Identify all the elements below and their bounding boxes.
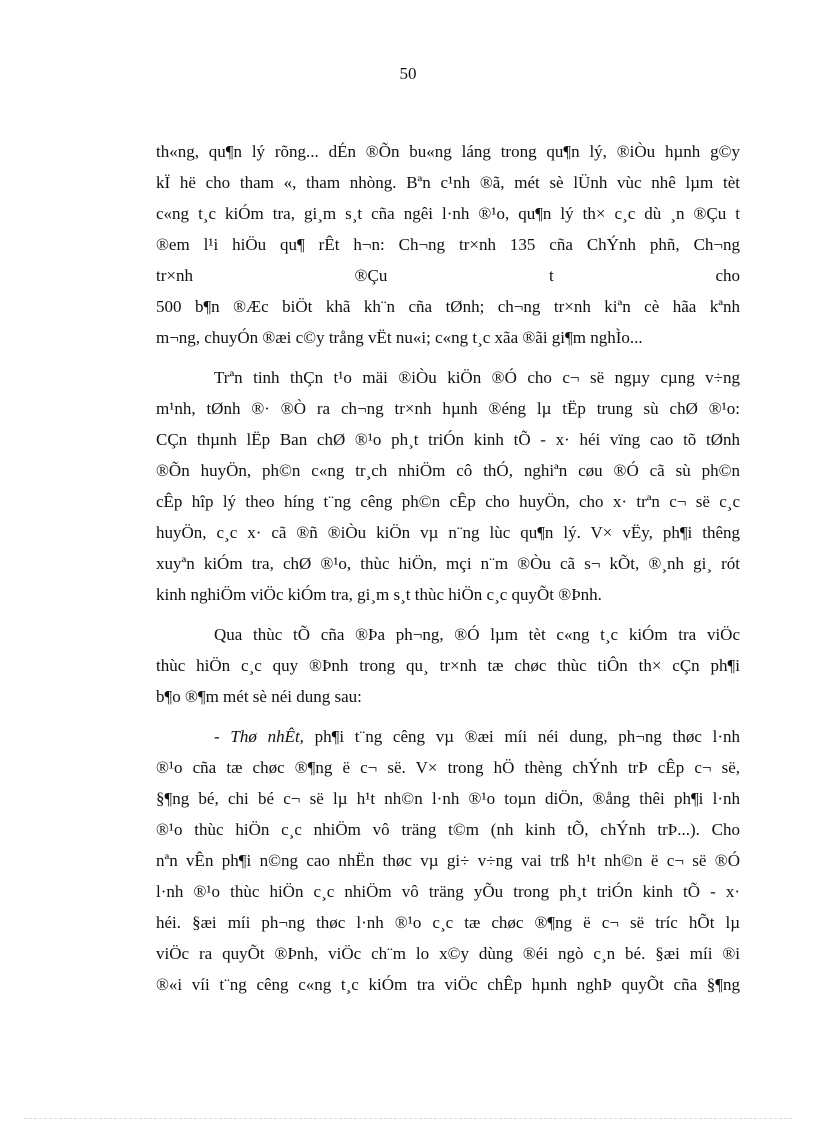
text-line: huyÖn, c¸c x· cã ®ñ ®iÒu kiÖn vµ n¨ng lùc qu¶n lý. V× vËy, ph¶i thêng xyxy=(156,523,740,542)
page-bottom-rule xyxy=(24,1118,792,1119)
text-line: CÇn thµnh lËp Ban chØ ®¹o ph¸t triÓn kinh tÕ - x· héi vïng cao tõ tØnh xyxy=(156,430,740,449)
text-line: §¶ng bé, chi bé c¬ së lµ h¹t nh©n l·nh ®¹o toµn diÖn, ®ång thêi ph¶i l·nh xyxy=(156,789,740,808)
text-line: ®«i víi t¨ng cêng c«ng t¸c kiÓm tra viÖc chÊp hµnh nghÞ quyÕt cña §¶ng xyxy=(156,975,740,994)
text-line: ®em l¹i hiÖu qu¶ rÊt h¬n: Ch¬ng tr×nh 135 cña ChÝnh phñ, Ch¬ng xyxy=(156,235,740,254)
text-line: Qua thùc tÕ cña ®Þa ph¬ng, ®Ó lµm tèt c«ng t¸c kiÓm tra viÖc xyxy=(214,625,740,644)
text-line: m¹nh, tØnh ®· ®Ò ra ch¬ng tr×nh hµnh ®éng lµ tËp trung sù chØ ®¹o: xyxy=(156,399,740,418)
text-line: c«ng t¸c kiÓm tra, gi¸m s¸t cña ngêi l·nh ®¹o, qu¶n lý th× c¸c dù ¸n ®Çu t xyxy=(156,204,740,223)
text-line: héi. §æi míi ph¬ng thøc l·nh ®¹o c¸c tæ chøc ®¶ng ë c¬ së tríc hÕt lµ xyxy=(156,913,740,932)
text-line: kÏ hë cho tham «, tham nhòng. Bªn c¹nh ®ã, mét sè lÜnh vùc nhê lµm tèt xyxy=(156,173,740,192)
document-body xyxy=(156,136,740,1000)
text-line: nªn vÊn ph¶i n©ng cao nhËn thøc vµ gi÷ v÷ng vai trß h¹t nh©n ë c¬ së ®Ó xyxy=(156,851,740,870)
text-line: tr×nh ®Çu t cho xyxy=(156,266,740,285)
text-line: cÊp hîp lý theo híng t¨ng cêng ph©n cÊp cho huyÖn, cho x· trªn c¬ së c¸c xyxy=(156,492,740,511)
paragraph-1 xyxy=(156,136,740,353)
text-line: m¬ng, chuyÓn ®æi c©y trång vËt nu«i; c«ng t¸c xãa ®ãi gi¶m nghÌo... xyxy=(156,328,643,347)
text-line: b¶o ®¶m mét sè néi dung sau: xyxy=(156,687,362,706)
text-line: Trªn tinh thÇn t¹o mäi ®iÒu kiÖn ®Ó cho c¬ së ngµy cµng v÷ng xyxy=(214,368,740,387)
page-number: 50 xyxy=(399,64,417,83)
text-line: ®¹o thùc hiÖn c¸c nhiÖm vô träng t©m (nh kinh tÕ, chÝnh trÞ...). Cho xyxy=(156,820,740,839)
text-line: ®Õn huyÖn, ph©n c«ng tr¸ch nhiÖm cô thÓ, nghiªn cøu ®Ó cã sù ph©n xyxy=(156,461,740,480)
text-line: thùc hiÖn c¸c quy ®Þnh trong qu¸ tr×nh tæ chøc thùc tiÔn th× cÇn ph¶i xyxy=(156,656,740,675)
text-line-first: - Thø nhÊt, ph¶i t¨ng cêng vµ ®æi míi néi dung, ph¬ng thøc l·nh xyxy=(214,727,740,746)
paragraph-2 xyxy=(156,362,740,610)
text-line: l·nh ®¹o thùc hiÖn c¸c nhiÖm vô träng yÕu trong ph¸t triÓn kinh tÕ - x· xyxy=(156,882,740,901)
italic-lead: Thø nhÊt, xyxy=(230,727,304,746)
paragraph-4 xyxy=(156,721,740,1000)
text-line: viÖc ra quyÕt ®Þnh, viÖc ch¨m lo x©y dùng ®éi ngò c¸n bé. §æi míi ®i xyxy=(156,944,740,963)
paragraph-3 xyxy=(156,619,740,712)
text-line: ®¹o cña tæ chøc ®¶ng ë c¬ së. V× trong hÖ thèng chÝnh trÞ cÊp c¬ së, xyxy=(156,758,740,777)
text-line: kinh nghiÖm viÖc kiÓm tra, gi¸m s¸t thùc hiÖn c¸c quyÕt ®Þnh. xyxy=(156,585,602,604)
text-line: th«ng, qu¶n lý rõng... dÉn ®Õn bu«ng láng trong qu¶n lý, ®iÒu hµnh g©y xyxy=(156,142,740,161)
text-line: xuyªn kiÓm tra, chØ ®¹o, thùc hiÖn, mçi n¨m ®Òu cã s¬ kÕt, ®¸nh gi¸ rót xyxy=(156,554,740,573)
text-line: 500 b¶n ®Æc biÖt khã kh¨n cña tØnh; ch¬ng tr×nh kiªn cè hãa kªnh xyxy=(156,297,740,316)
